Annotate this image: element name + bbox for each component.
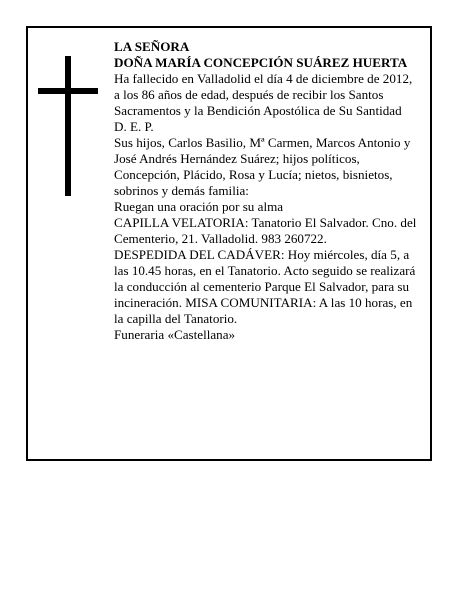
death-announcement: Ha fallecido en Valladolid el día 4 de diciembre de 2012, a los 86 años de edad, después de recibir los Santos Sacramentos y la Bendición Apostólica de Su Santidad bbox=[114, 71, 413, 118]
obituary-text bbox=[114, 39, 419, 343]
funeral-home: Funeraria «Castellana» bbox=[114, 327, 236, 342]
chapel-info: CAPILLA VELATORIA: Tanatorio El Salvador. Cno. del Cementerio, 21. Valladolid. 983 260722. bbox=[114, 215, 417, 246]
prayer-request: Ruegan una oración por su alma bbox=[114, 199, 284, 214]
rest-in-peace: D. E. P. bbox=[114, 119, 154, 134]
farewell-info: DESPEDIDA DEL CADÁVER: Hoy miércoles, día 5, a las 10.45 horas, en el Tanatorio. Acto seguido se realizará la conducción al cementerio Parque El Salvador, para su incineración. MISA COMUNITARIA: A las 10 horas, en la capilla del Tanatorio. bbox=[114, 247, 416, 326]
cross-icon bbox=[38, 56, 98, 196]
cross-horizontal-bar bbox=[38, 88, 98, 94]
deceased-name: DOÑA MARÍA CONCEPCIÓN SUÁREZ HUERTA bbox=[114, 55, 408, 70]
family-list: Sus hijos, Carlos Basilio, Mª Carmen, Marcos Antonio y José Andrés Hernández Suárez; hijos políticos, Concepción, Plácido, Rosa y Lucía; nietos, bisnietos, sobrinos y demás familia: bbox=[114, 135, 411, 198]
cross-vertical-bar bbox=[65, 56, 71, 196]
title-line: LA SEÑORA bbox=[114, 39, 190, 54]
